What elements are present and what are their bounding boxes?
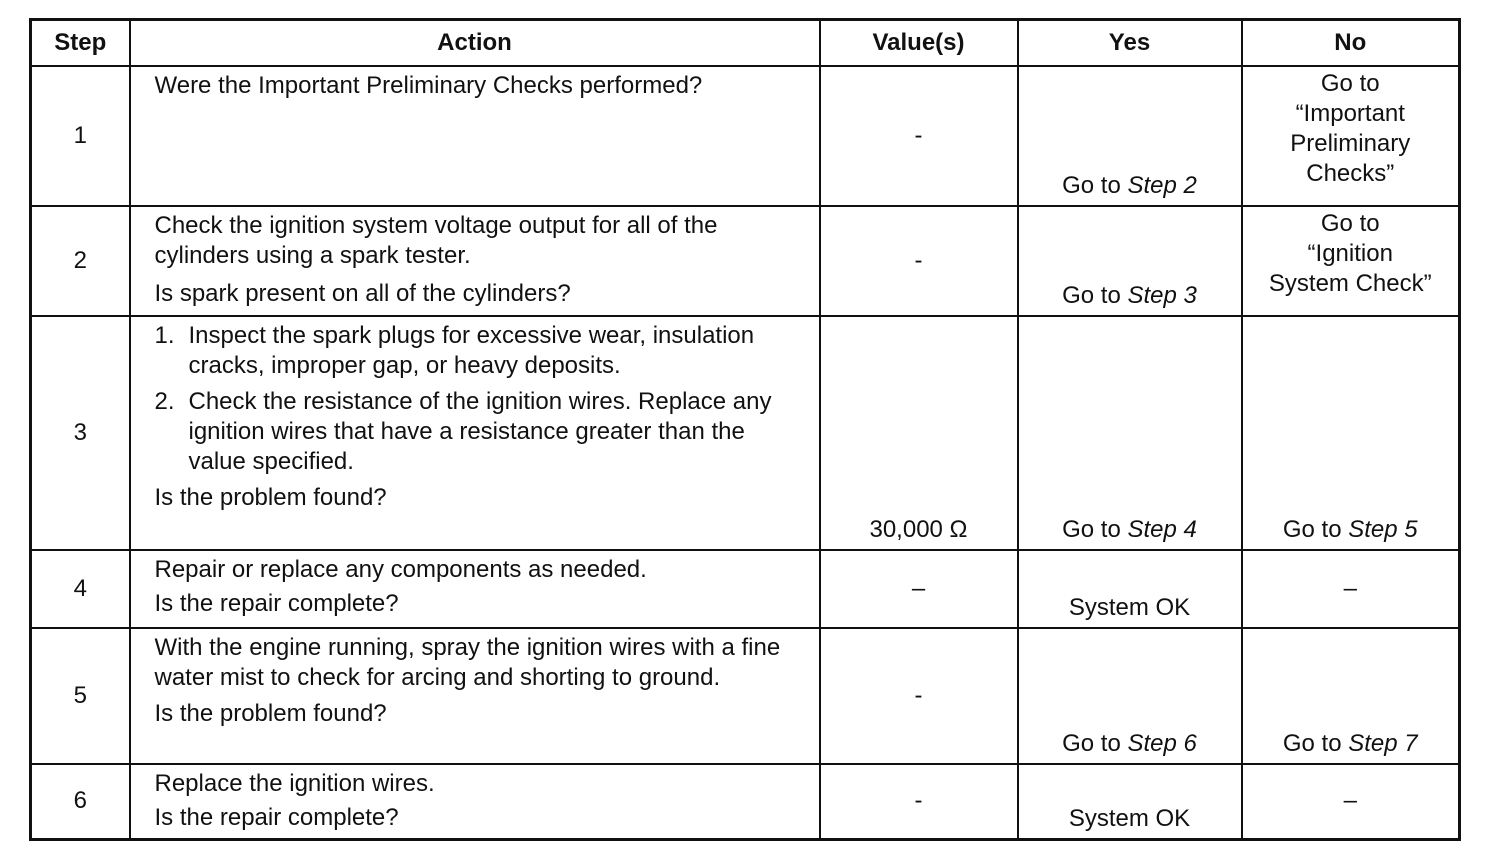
- yes-cell: [1018, 628, 1242, 764]
- no-line[interactable]: Checks”: [1306, 160, 1395, 187]
- action-cell: [130, 66, 820, 206]
- yes-step-link[interactable]: Step 3: [1127, 282, 1197, 309]
- no-cell: [1242, 316, 1460, 550]
- action-question: Is the repair complete?: [154, 590, 399, 617]
- table-row: [31, 316, 1460, 550]
- action-question: Is the repair complete?: [154, 804, 399, 831]
- no-line: Go to: [1320, 70, 1380, 97]
- action-question: Is the problem found?: [154, 700, 387, 727]
- no-cell: [1242, 628, 1460, 764]
- header-no: No: [1242, 20, 1460, 67]
- no-line[interactable]: “Ignition: [1307, 240, 1393, 267]
- action-text: Were the Important Preliminary Checks performed?: [154, 72, 703, 99]
- step-number: 4: [31, 550, 130, 628]
- no-line[interactable]: Preliminary: [1290, 130, 1411, 157]
- yes-text: System OK: [1068, 594, 1191, 621]
- value-text: -: [914, 682, 923, 709]
- no-line[interactable]: System Check”: [1268, 270, 1432, 297]
- no-cell: [1242, 206, 1460, 316]
- value-cell: [820, 628, 1018, 764]
- no-text: –: [1343, 575, 1357, 602]
- value-cell: [820, 206, 1018, 316]
- yes-step-link[interactable]: Step 4: [1127, 516, 1197, 543]
- value-text: –: [911, 575, 926, 602]
- action-cell: [130, 628, 820, 764]
- no-cell: [1242, 764, 1460, 839]
- header-values: Value(s): [820, 20, 1018, 67]
- yes-prefix: Go to: [1062, 730, 1121, 757]
- list-number: 2.: [154, 388, 175, 415]
- action-list: [155, 321, 809, 477]
- table-row: [31, 628, 1460, 764]
- yes-cell: [1018, 316, 1242, 550]
- step-number: 6: [31, 764, 130, 839]
- no-step-link[interactable]: Step 7: [1348, 730, 1418, 757]
- header-yes: Yes: [1018, 20, 1242, 67]
- yes-cell: [1018, 206, 1242, 316]
- action-cell: [130, 206, 820, 316]
- action-text: With the engine running, spray the ignition wires with a fine water mist to check for arcing and shorting to ground.: [154, 634, 781, 691]
- action-text: Repair or replace any components as needed.: [154, 556, 647, 583]
- no-prefix: Go to: [1282, 516, 1342, 543]
- table-row: [31, 550, 1460, 628]
- value-text: -: [914, 122, 923, 149]
- value-cell: [820, 66, 1018, 206]
- step-number: 3: [31, 316, 130, 550]
- value-cell: [820, 316, 1018, 550]
- action-text: Replace the ignition wires.: [154, 770, 435, 797]
- no-prefix: Go to: [1282, 730, 1342, 757]
- step-number: 1: [31, 66, 130, 206]
- action-cell: [130, 550, 820, 628]
- action-list-item: [155, 321, 809, 381]
- value-text: -: [914, 787, 923, 815]
- yes-cell: [1018, 550, 1242, 628]
- value-text: -: [914, 247, 923, 274]
- table-row: [31, 66, 1460, 206]
- action-question: Is the problem found?: [154, 484, 387, 511]
- header-action: Action: [130, 20, 820, 67]
- action-list-item: [155, 387, 809, 477]
- action-cell: [130, 764, 820, 839]
- no-line[interactable]: “Important: [1295, 100, 1405, 127]
- yes-cell: [1018, 764, 1242, 839]
- action-text: Check the ignition system voltage output for all of the cylinders using a spark tester.: [154, 212, 718, 269]
- yes-prefix: Go to: [1062, 172, 1121, 199]
- value-cell: [820, 764, 1018, 839]
- action-question: Is spark present on all of the cylinders?: [154, 280, 571, 307]
- list-text: Check the resistance of the ignition wires. Replace any ignition wires that have a resistance greater than the value specified.: [188, 388, 772, 475]
- yes-step-link[interactable]: Step 2: [1127, 172, 1197, 199]
- no-cell: [1242, 66, 1460, 206]
- value-text: 30,000 Ω: [869, 516, 968, 543]
- no-step-link[interactable]: Step 5: [1348, 516, 1418, 543]
- yes-step-link[interactable]: Step 6: [1127, 730, 1197, 757]
- yes-prefix: Go to: [1062, 516, 1121, 543]
- table-row: [31, 764, 1460, 839]
- step-number: 2: [31, 206, 130, 316]
- step-number: 5: [31, 628, 130, 764]
- list-number: 1.: [154, 322, 175, 349]
- diagnostic-table: [29, 18, 1461, 841]
- list-text: Inspect the spark plugs for excessive wear, insulation cracks, improper gap, or heavy deposits.: [188, 322, 755, 379]
- table-row: [31, 206, 1460, 316]
- yes-prefix: Go to: [1062, 282, 1121, 309]
- action-cell: [130, 316, 820, 550]
- header-row: [31, 20, 1460, 67]
- yes-cell: [1018, 66, 1242, 206]
- yes-text: System OK: [1068, 804, 1191, 832]
- header-step: Step: [31, 20, 130, 67]
- no-cell: [1242, 550, 1460, 628]
- no-line: Go to: [1320, 210, 1380, 237]
- no-text: –: [1343, 787, 1357, 815]
- value-cell: [820, 550, 1018, 628]
